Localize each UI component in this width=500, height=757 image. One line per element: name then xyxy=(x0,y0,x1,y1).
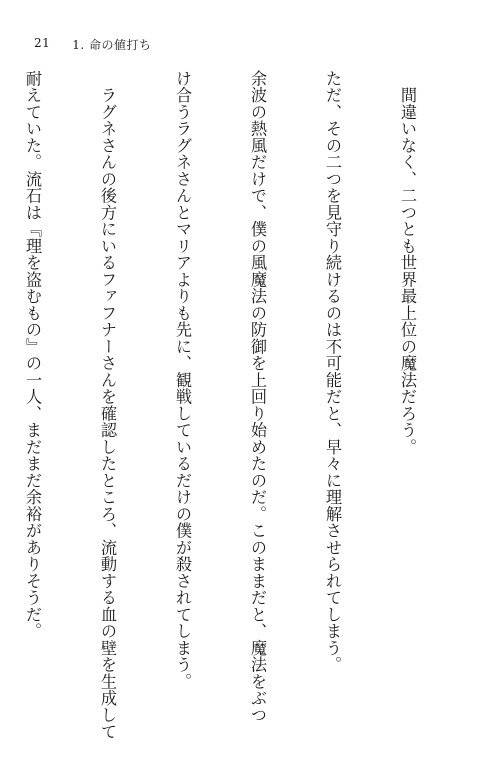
text-line: 間違いなく、二つとも世界最上位の魔法だろう。 xyxy=(398,70,417,456)
text-line: 余波の熱風だけで、僕の風魔法の防御を上回り始めたのだ。このままだと、魔法をぶつ xyxy=(248,70,267,724)
text-line: 耐えていた。流石は『理を盗むもの』の一人、まだまだ余裕がありそうだ。 xyxy=(23,70,42,640)
text-line: ただ、その二つを見守り続けるのは不可能だと、早々に理解させられてしまう。 xyxy=(323,70,342,673)
text-line: け合うラグネさんとマリアよりも先に、観戦しているだけの僕が殺されてしまう。 xyxy=(173,70,192,690)
vertical-body-text xyxy=(23,70,470,740)
text-line: ラグネさんの後方にいるファフナーさんを確認したところ、流動する血の壁を生成して xyxy=(98,70,117,740)
page-number: 21 xyxy=(34,36,51,50)
chapter-title: 1. 命の値打ち xyxy=(72,38,152,52)
running-header xyxy=(34,36,152,53)
